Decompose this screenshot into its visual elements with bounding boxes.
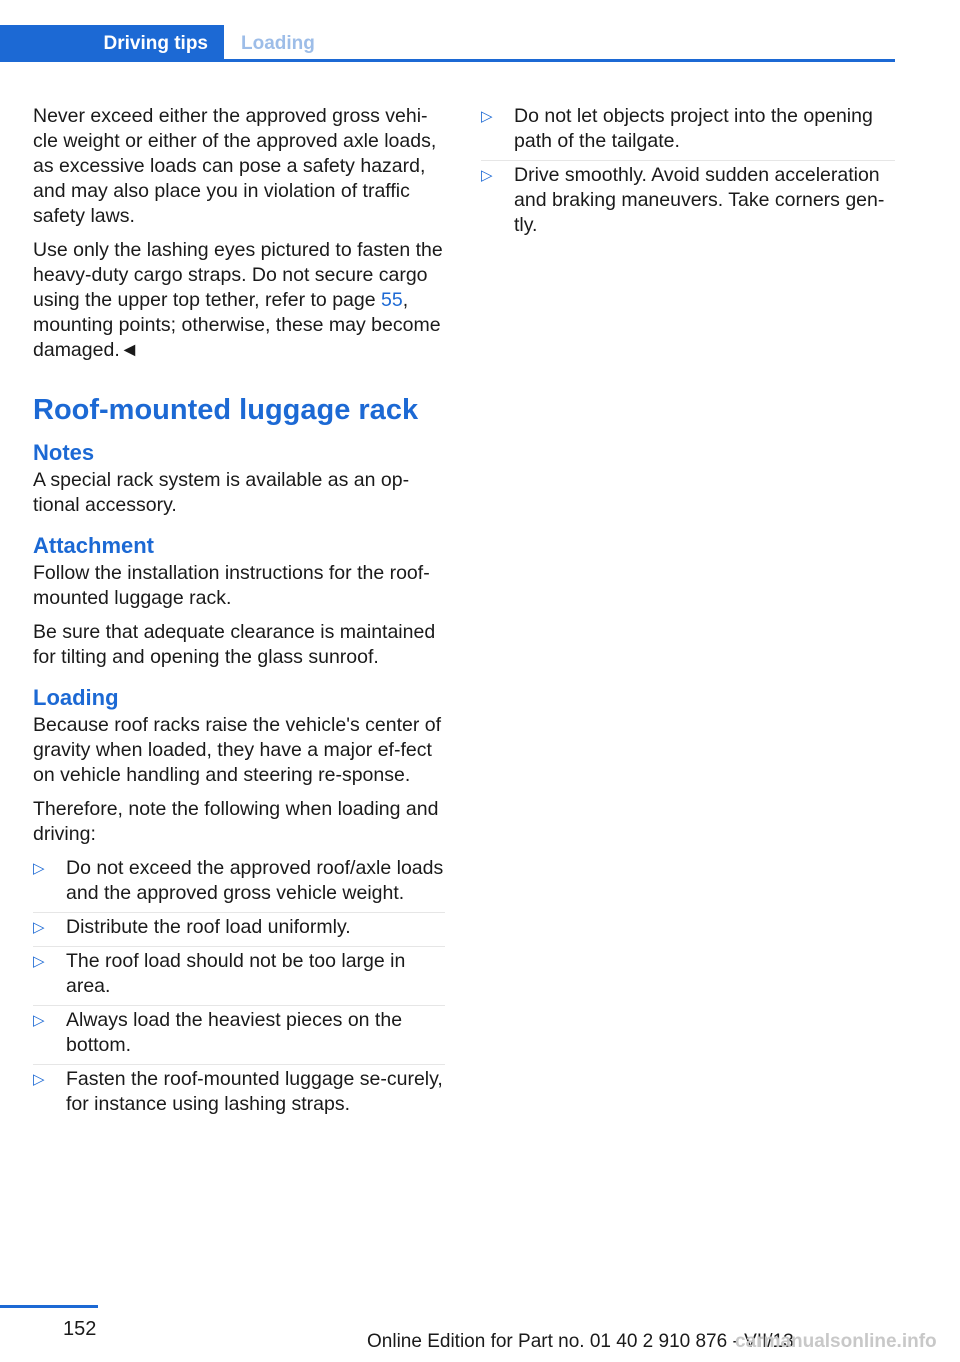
triangle-bullet-icon: ▷ xyxy=(481,167,493,184)
list-item xyxy=(33,915,445,947)
list-item xyxy=(481,163,895,244)
page-link[interactable]: 55 xyxy=(381,289,403,311)
left-column xyxy=(33,104,445,1125)
lashing-text-start: Use only the lashing eyes pictured to fasten the heavy-duty cargo straps. Do not secure cargo using the upper top tether, refer to page xyxy=(33,239,443,311)
lashing-text-end: , mounting points; otherwise, these may become damaged.◄ xyxy=(33,289,441,361)
subheading-attachment: Attachment xyxy=(33,533,155,558)
list-item xyxy=(33,949,445,1006)
section-tab-driving-tips: Driving tips xyxy=(0,25,224,62)
driving-bullet-list xyxy=(481,104,895,244)
subheading-notes: Notes xyxy=(33,440,95,465)
list-item xyxy=(33,1008,445,1065)
list-item xyxy=(33,1067,445,1123)
list-item-text: Do not exceed the approved roof/axle loads and the approved gross vehicle weight. xyxy=(66,857,444,904)
list-item-text: Drive smoothly. Avoid sudden acceleration and braking maneuvers. Take corners gen-tly. xyxy=(514,164,885,236)
list-item-text: Do not let objects project into the opening path of the tailgate. xyxy=(514,105,873,152)
paragraph-loading-1: Because roof racks raise the vehicle's center of gravity when loaded, they have a major ef-fect on vehicle handling and steering re-sponse. xyxy=(33,714,442,786)
paragraph-attachment-1: Follow the installation instructions for the roof-mounted luggage rack. xyxy=(33,562,430,609)
paragraph-weight-warning: Never exceed either the approved gross vehi-cle weight or either of the approved axle loads, as excessive loads can pose a safety hazard, and may also place you in violation of traffic safety laws. xyxy=(33,105,437,227)
footer-rule xyxy=(0,1305,98,1308)
header-rule xyxy=(0,59,895,62)
list-item-text: Fasten the roof-mounted luggage se-curely, for instance using lashing straps. xyxy=(66,1068,443,1115)
loading-bullet-list xyxy=(33,856,445,1123)
list-item xyxy=(33,856,445,913)
paragraph-attachment-2: Be sure that adequate clearance is maintained for tilting and opening the glass sunroof. xyxy=(33,621,436,668)
paragraph-notes: A special rack system is available as an op-tional accessory. xyxy=(33,469,410,516)
triangle-bullet-icon: ▷ xyxy=(33,1012,45,1029)
watermark: carmanualsonline.info xyxy=(735,1331,937,1352)
list-item-text: Distribute the roof load uniformly. xyxy=(66,916,351,938)
paragraph-lashing-eyes xyxy=(33,238,445,363)
triangle-bullet-icon: ▷ xyxy=(33,860,45,877)
page-header xyxy=(0,25,895,62)
triangle-bullet-icon: ▷ xyxy=(33,919,45,936)
list-item-text: The roof load should not be too large in area. xyxy=(66,950,406,997)
section-tab-loading: Loading xyxy=(241,32,315,54)
paragraph-loading-2: Therefore, note the following when loading and driving: xyxy=(33,798,439,845)
triangle-bullet-icon: ▷ xyxy=(481,108,493,125)
section-title: Roof-mounted luggage rack xyxy=(33,394,419,426)
triangle-bullet-icon: ▷ xyxy=(33,1071,45,1088)
subheading-loading: Loading xyxy=(33,685,119,710)
right-column xyxy=(481,104,895,246)
list-item xyxy=(481,104,895,161)
triangle-bullet-icon: ▷ xyxy=(33,953,45,970)
edition-note: Online Edition for Part no. 01 40 2 910 876 - VII/13 xyxy=(367,1331,794,1352)
list-item-text: Always load the heaviest pieces on the bottom. xyxy=(66,1009,403,1056)
page-number: 152 xyxy=(63,1318,97,1340)
